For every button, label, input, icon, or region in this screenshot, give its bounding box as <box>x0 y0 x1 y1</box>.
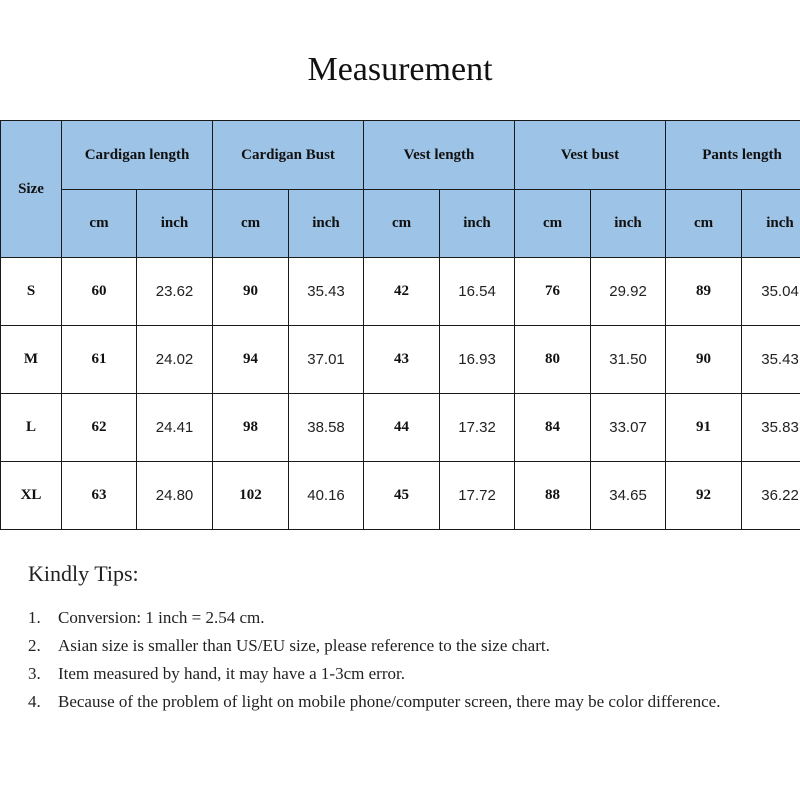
list-item <box>28 604 768 632</box>
cm-cell: 61 <box>62 326 137 394</box>
inch-cell: 17.32 <box>440 394 515 462</box>
inch-cell: 16.54 <box>440 258 515 326</box>
inch-cell: 24.80 <box>137 462 213 530</box>
inch-cell: 24.02 <box>137 326 213 394</box>
tip-number: 4. <box>28 692 41 711</box>
cm-cell: 80 <box>515 326 591 394</box>
unit-header-inch: inch <box>742 190 800 258</box>
inch-cell: 38.58 <box>289 394 364 462</box>
tips-list <box>28 604 768 716</box>
group-header-cardigan-length: Cardigan length <box>62 121 213 190</box>
cm-cell: 44 <box>364 394 440 462</box>
tip-text: Because of the problem of light on mobile phone/computer screen, there may be color difference. <box>58 692 721 711</box>
size-cell: S <box>1 258 62 326</box>
table-row <box>1 462 800 530</box>
cm-cell: 88 <box>515 462 591 530</box>
cm-cell: 92 <box>666 462 742 530</box>
unit-header-inch: inch <box>440 190 515 258</box>
size-column-header: Size <box>1 121 62 258</box>
group-header-vest-length: Vest length <box>364 121 515 190</box>
unit-header-cm: cm <box>666 190 742 258</box>
group-header-cardigan-bust: Cardigan Bust <box>213 121 364 190</box>
unit-header-cm: cm <box>515 190 591 258</box>
cm-cell: 89 <box>666 258 742 326</box>
unit-header-cm: cm <box>364 190 440 258</box>
inch-cell: 31.50 <box>591 326 666 394</box>
cm-cell: 60 <box>62 258 137 326</box>
list-item <box>28 660 768 688</box>
inch-cell: 37.01 <box>289 326 364 394</box>
table-row <box>1 258 800 326</box>
cm-cell: 45 <box>364 462 440 530</box>
size-cell: L <box>1 394 62 462</box>
cm-cell: 91 <box>666 394 742 462</box>
inch-cell: 35.83 <box>742 394 800 462</box>
inch-cell: 16.93 <box>440 326 515 394</box>
tip-number: 3. <box>28 664 41 683</box>
unit-header-inch: inch <box>591 190 666 258</box>
unit-header-cm: cm <box>213 190 289 258</box>
cm-cell: 62 <box>62 394 137 462</box>
inch-cell: 35.43 <box>742 326 800 394</box>
group-header-pants-length: Pants length <box>666 121 800 190</box>
size-cell: XL <box>1 462 62 530</box>
size-chart-table <box>0 120 800 530</box>
cm-cell: 43 <box>364 326 440 394</box>
list-item <box>28 632 768 660</box>
cm-cell: 102 <box>213 462 289 530</box>
tip-text: Item measured by hand, it may have a 1-3cm error. <box>58 664 405 683</box>
size-cell: M <box>1 326 62 394</box>
inch-cell: 35.43 <box>289 258 364 326</box>
unit-header-inch: inch <box>289 190 364 258</box>
inch-cell: 33.07 <box>591 394 666 462</box>
inch-cell: 24.41 <box>137 394 213 462</box>
table-row <box>1 394 800 462</box>
inch-cell: 35.04 <box>742 258 800 326</box>
inch-cell: 23.62 <box>137 258 213 326</box>
inch-cell: 29.92 <box>591 258 666 326</box>
cm-cell: 84 <box>515 394 591 462</box>
tip-text: Asian size is smaller than US/EU size, please reference to the size chart. <box>58 636 550 655</box>
cm-cell: 90 <box>666 326 742 394</box>
page-title: Measurement <box>307 51 493 88</box>
list-item <box>28 688 768 716</box>
inch-cell: 40.16 <box>289 462 364 530</box>
cm-cell: 42 <box>364 258 440 326</box>
cm-cell: 98 <box>213 394 289 462</box>
inch-cell: 36.22 <box>742 462 800 530</box>
cm-cell: 63 <box>62 462 137 530</box>
tip-number: 1. <box>28 608 41 627</box>
cm-cell: 94 <box>213 326 289 394</box>
group-header-vest-bust: Vest bust <box>515 121 666 190</box>
unit-header-cm: cm <box>62 190 137 258</box>
cm-cell: 76 <box>515 258 591 326</box>
table-row <box>1 326 800 394</box>
tip-number: 2. <box>28 636 41 655</box>
cm-cell: 90 <box>213 258 289 326</box>
unit-header-inch: inch <box>137 190 213 258</box>
inch-cell: 34.65 <box>591 462 666 530</box>
tip-text: Conversion: 1 inch = 2.54 cm. <box>58 608 265 627</box>
inch-cell: 17.72 <box>440 462 515 530</box>
tips-heading: Kindly Tips: <box>28 561 139 586</box>
